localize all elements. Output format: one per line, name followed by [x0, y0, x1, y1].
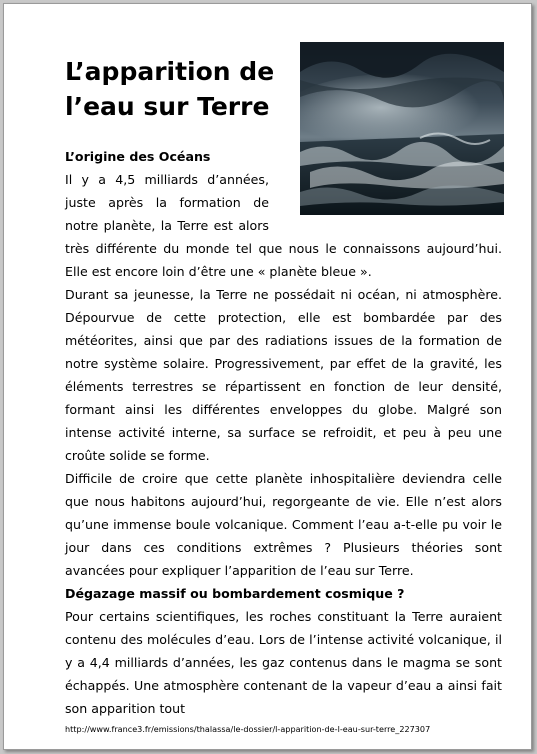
paragraph: Pour certains scientifiques, les roches constituant la Terre auraient contenu des molécules d’eau. Lors de l’intense activité volcanique, il y a 4,4 milliards d’années, les gaz contenus dans le magma se sont échappés. Une atmosphère contenant de la vapeur d’eau a ainsi fait son apparition tout — [65, 609, 502, 716]
section-heading-degazage: Dégazage massif ou bombardement cosmique ? — [65, 586, 405, 601]
paragraph: Durant sa jeunesse, la Terre ne possédait ni océan, ni atmosphère. Dépourvue de cette protection, elle est bombardée par des météorites, ainsi que par des radiations issues de la formation de notre système solaire. Progressivement, par effet de la gravité, les éléments terrestres se répartissent en fonction de leur densité, formant ainsi les différentes enveloppes du globe. Malgré son intense activité interne, sa surface se refroidit, et peu à peu une croûte solide se forme. — [65, 287, 502, 463]
document-page — [3, 3, 532, 750]
source-url: http://www.france3.fr/emissions/thalassa/le-dossier/l-apparition-de-l-eau-sur-terre_227307 — [65, 724, 431, 734]
title-line-2: l’eau sur Terre — [65, 92, 270, 121]
section-heading-origin: L’origine des Océans — [65, 149, 211, 164]
article-body — [65, 145, 502, 720]
paragraph: Il y a 4,5 milliards d’années, juste après la formation de notre planète, la Terre est alors très différente du monde tel que nous le connaissons aujourd’hui. Elle est encore loin d’être une « planète bleue ». — [65, 172, 502, 279]
image-float-box — [269, 145, 502, 215]
page-title — [65, 54, 295, 124]
title-line-1: L’apparition de — [65, 57, 275, 86]
paragraph: Difficile de croire que cette planète inhospitalière deviendra celle que nous habitons aujourd’hui, regorgeante de vie. Elle n’est alors qu’une immense boule volcanique. Comment l’eau a-t-elle pu voir le jour dans ces conditions extrêmes ? Plusieurs théories sont avancées pour expliquer l’apparition de l’eau sur Terre. — [65, 471, 502, 578]
